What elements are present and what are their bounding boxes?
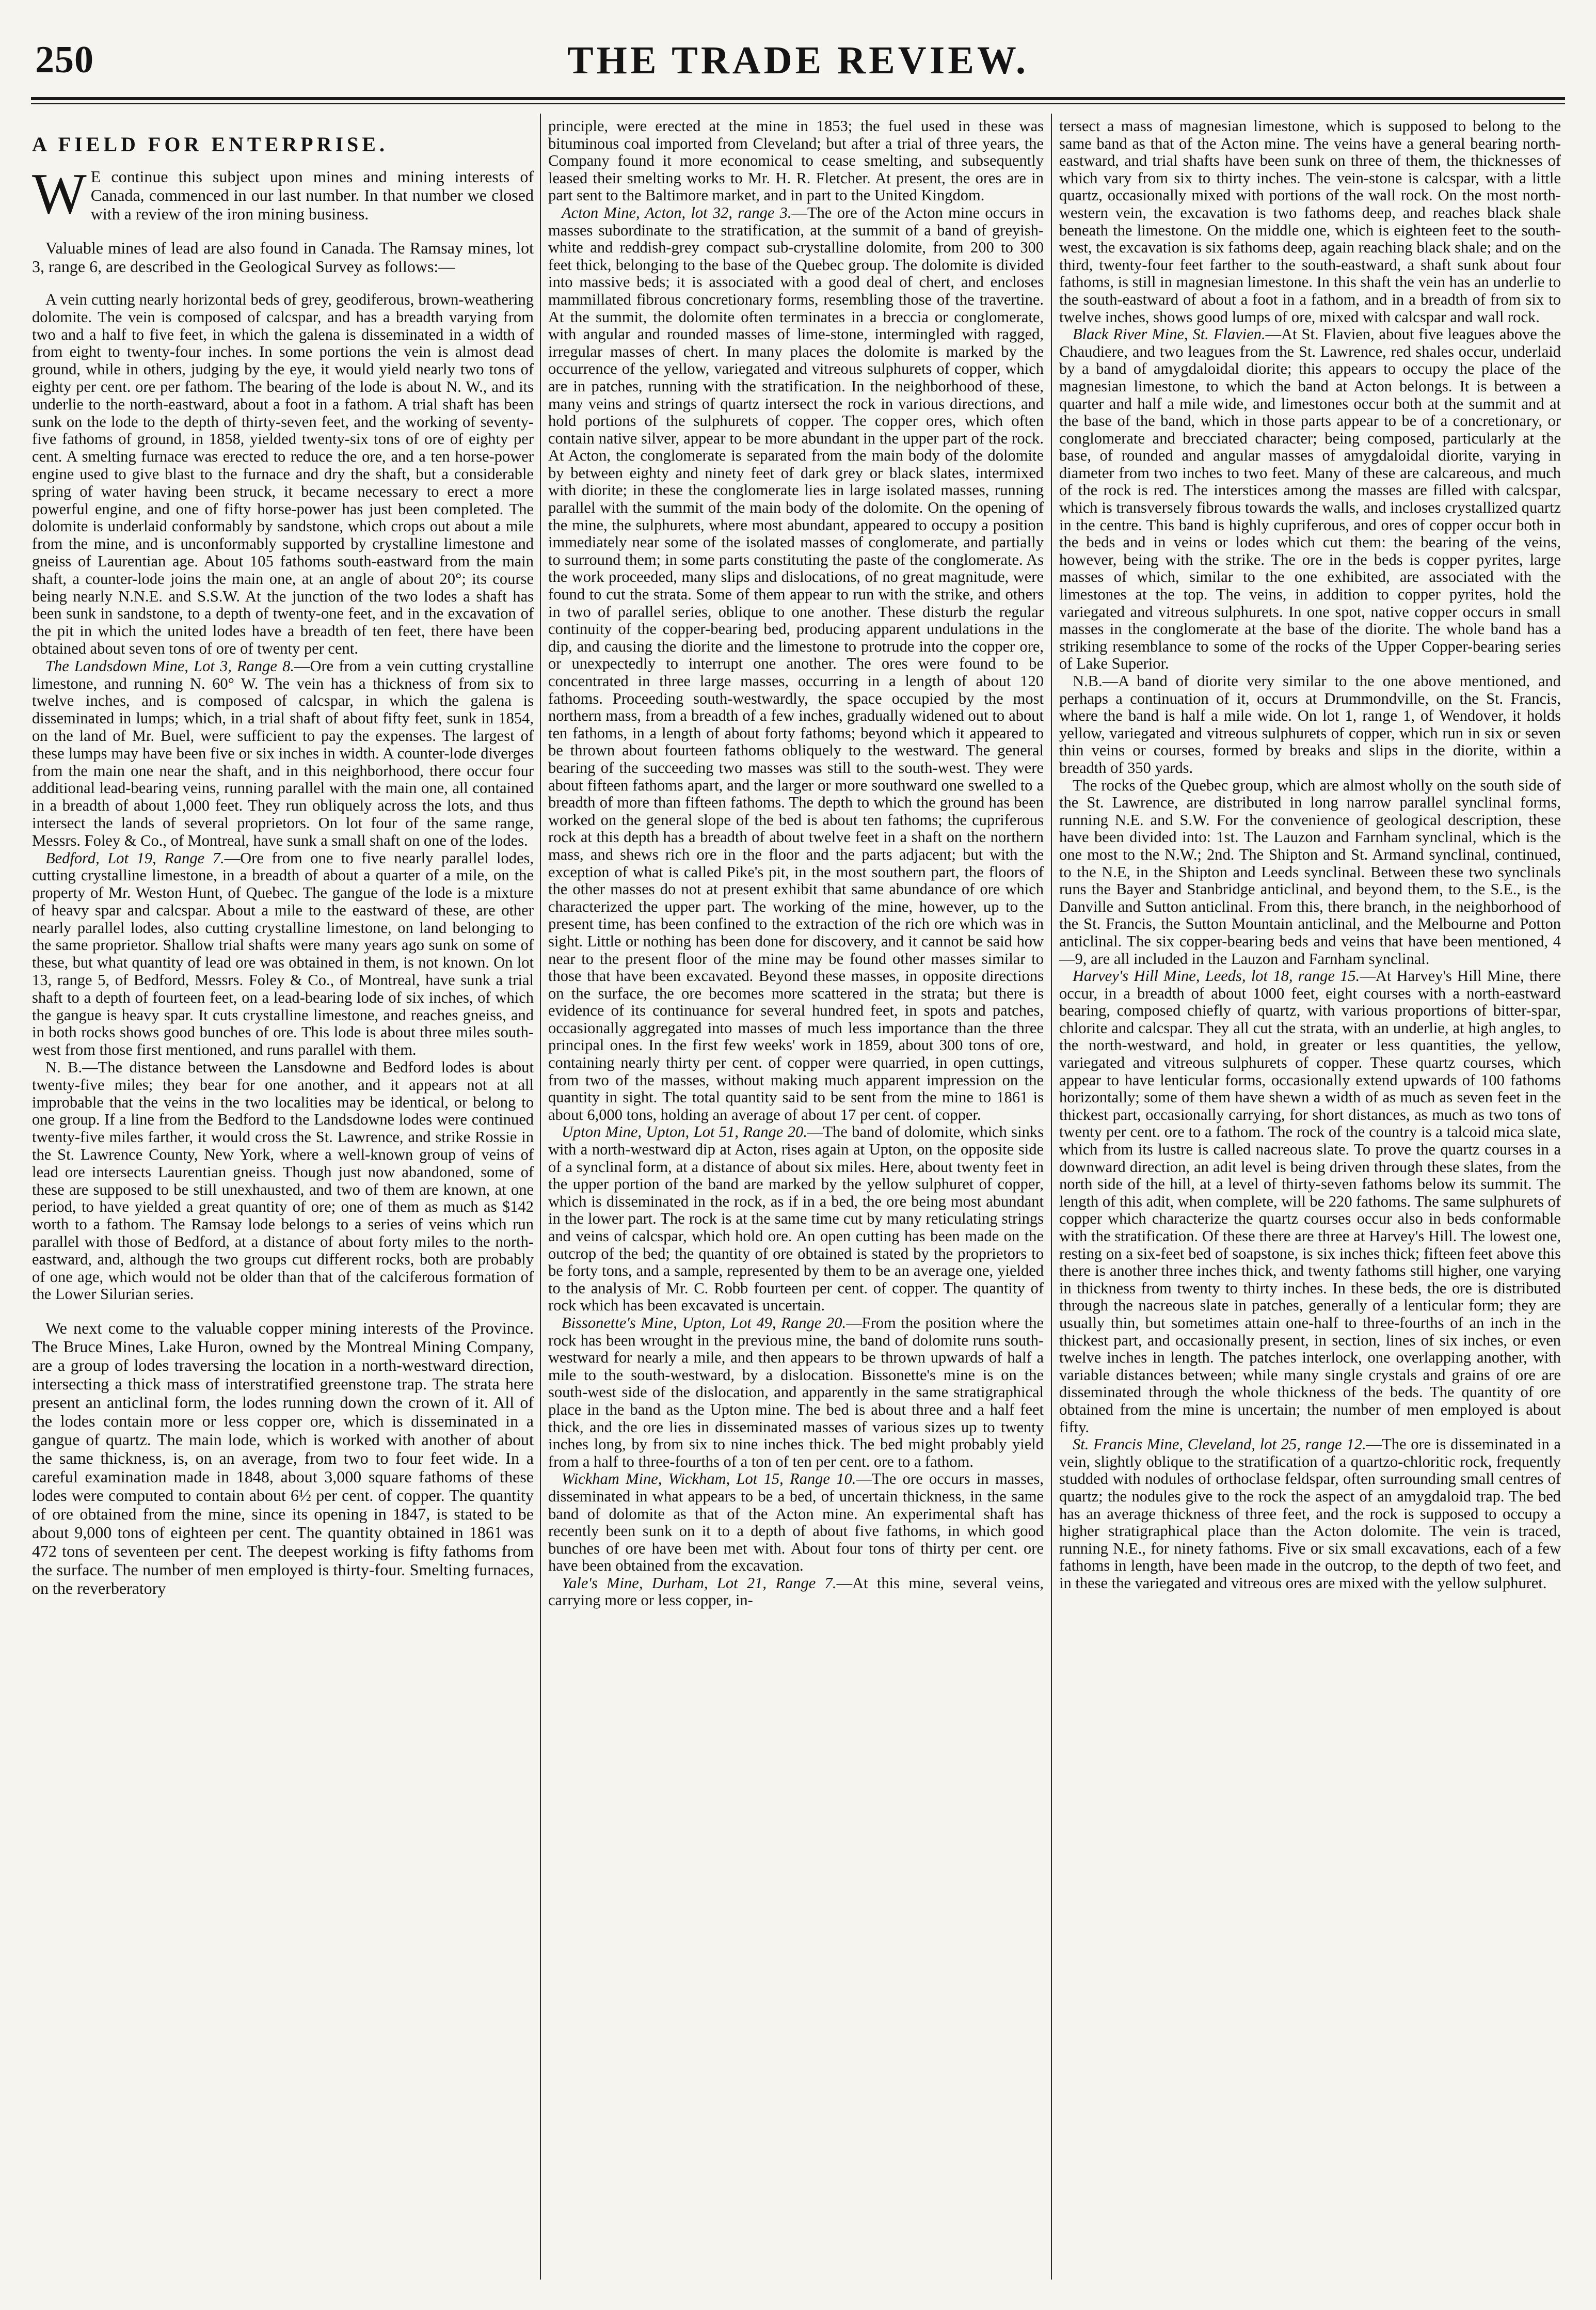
column-divider [540, 114, 541, 2280]
running-head: THE TRADE REVIEW. [567, 39, 1029, 82]
mine-heading: Yale's Mine, Durham, Lot 21, Range 7. [562, 1574, 837, 1592]
article-paragraph: W E continue this subject upon mines and mining interests of Canada, commenced in our last number. In that number we closed with a review of the iron mining business. [32, 162, 534, 226]
quoted-paragraph: Bedford, Lot 19, Range 7.—Ore from one to five nearly parallel lodes, cutting crystalline limestone, in a breadth of about a quarter of a mile, on the property of Mr. Weston Hunt, of Quebec. The gangue of the lode is a mixture of heavy spar and calcspar. About a mile to the eastward of these, are other nearly parallel lodes, also cutting crystalline limestone, on land belonging to the same proprietor. Shallow trial shafts were many years ago sunk on some of these, but what quantity of lead ore was obtained in them, is not known. On lot 13, range 5, of Bedford, Messrs. Foley & Co., of Montreal, have sunk a trial shaft to a depth of fourteen feet, on a lead-bearing lode of six inches, of which the gangue is heavy spar. It cuts crystalline limestone, and reaches gneiss, and in both rocks shows good bunches of ore. This lode is about three miles south-west from those first mentioned, and runs parallel with them. [32, 849, 534, 1059]
column-divider [1051, 114, 1052, 2280]
column-1 [32, 118, 534, 2276]
mine-heading: Bissonette's Mine, Upton, Lot 49, Range 20. [562, 1314, 847, 1332]
article-title: A FIELD FOR ENTERPRISE. [32, 133, 388, 156]
mine-heading: Harvey's Hill Mine, Leeds, lot 18, range 15. [1073, 967, 1360, 985]
mine-heading: Wickham Mine, Wickham, Lot 15, Range 10. [562, 1470, 856, 1488]
page-header [31, 34, 1565, 91]
column-2 [548, 118, 1044, 2276]
drop-cap: W [32, 162, 87, 226]
quoted-paragraph: The rocks of the Quebec group, which are almost wholly on the south side of the St. Lawrence, are distributed in long narrow parallel synclinal forms, running N.E. and S.W. For the convenience of geological description, these have been divided into: 1st. The Lauzon and Farnham synclinal, which is the one most to the N.W.; 2nd. The Shipton and St. Armand synclinal, continued, to the N.E, in the Shipton and Leeds synclinal. Between these two synclinals runs the Bayer and Stanbridge anticlinal, and beyond them, to the S.E., is the Danville and Sutton anticlinal. From this, there branch, in the neighborhood of the St. Francis, the Sutton Mountain anticlinal, and the Melbourne and Potton anticlinal. The six copper-bearing beds and veins that have been mentioned, 4—9, are all included in the Lauzon and Farnham synclinal. [1059, 776, 1561, 968]
quoted-paragraph: principle, were erected at the mine in 1853; the fuel used in these was bituminous coal imported from Cleveland; but after a trial of three years, the Company found it more economical to cease smelting, and subsequently leased their smelting works to Mr. H. R. Fletcher. At present, the ores are in part sent to the Baltimore market, and in part to the United Kingdom. [548, 118, 1044, 204]
quoted-paragraph: A vein cutting nearly horizontal beds of grey, geodiferous, brown-weathering dolomite. The vein is composed of calcspar, and has a breadth varying from two and a half to five feet, in which the galena is disseminated in a width of from eight to twenty-four inches. In some portions the vein is almost dead ground, while in others, judging by the eye, it would yield nearly two tons of eighty per cent. ore per fathom. The bearing of the lode is about N. W., and its underlie to the north-eastward, about a foot in a fathom. A trial shaft has been sunk on the lode to the depth of thirty-seven feet, and the working of seventy-five fathoms of ground, in 1858, yielded twenty-six tons of ore of eighty per cent. A smelting furnace was erected to reduce the ore, and a ten horse-power engine used to give blast to the furnace and dry the shaft, but a considerable spring of water having been struck, it became necessary to erect a more powerful engine, and one of fifty horse-power has just been completed. The dolomite is underlaid conformably by sandstone, which crops out about a mile from the mine, and is unconformably supported by crystalline limestone and gneiss of Laurentian age. About 105 fathoms south-eastward from the main shaft, a counter-lode joins the main one, at an angle of about 20°; its course being nearly N.N.E. and S.S.W. At the junction of the two lodes a shaft has been sunk in sandstone, to a depth of twenty-one feet, and in the excavation of the pit in which the united lodes have a breadth of ten feet, there have been obtained about seven tons of ore of twenty per cent. [32, 291, 534, 657]
mine-heading: St. Francis Mine, Cleveland, lot 25, range 12. [1073, 1435, 1366, 1453]
quoted-paragraph: Wickham Mine, Wickham, Lot 15, Range 10.—The ore occurs in masses, disseminated in what appears to be a bed, of uncertain thickness, in the same band of dolomite as that of the Acton mine. An experimental shaft has recently been sunk on it to a depth of about five fathoms, in which good bunches of ore have been met with. About four tons of thirty per cent. ore have been obtained from the excavation. [548, 1470, 1044, 1575]
column-3 [1059, 118, 1561, 2276]
page-number: 250 [35, 39, 94, 81]
header-rule [31, 97, 1565, 100]
quoted-paragraph: Upton Mine, Upton, Lot 51, Range 20.—The band of dolomite, which sinks with a north-westward dip at Acton, rises again at Upton, on the opposite side of a synclinal form, at a distance of about six miles. Here, about twenty feet in the upper portion of the band are marked by the yellow sulphuret of copper, which is disseminated in the rock, as if in a bed, the ore being most abundant in the lower part. The rock is at the same time cut by many reticulating strings and veins of calcspar, which hold ore. An open cutting has been made on the outcrop of the bed; the quantity of ore obtained is stated by the proprietors to be forty tons, and a sample, represented by them to be an average one, yielded to the analysis of Mr. C. Robb fourteen per cent. of copper. The quantity of rock which has been excavated is uncertain. [548, 1123, 1044, 1315]
mine-heading: Bedford, Lot 19, Range 7. [45, 849, 225, 867]
quoted-paragraph: Bissonette's Mine, Upton, Lot 49, Range 20.—From the position where the rock has been wrought in the previous mine, the band of dolomite runs south-westward for nearly a mile, and then appears to be thrown upwards of half a mile to the south-westward, by a dislocation. Bissonette's mine is on the south-west side of the dislocation, and apparently in the same stratigraphical place in the band as the Upton mine. The bed is about three and a half feet thick, and the ore lies in disseminated masses of various sizes up to twenty inches long, by from six to nine inches thick. The bed might probably yield from a half to three-fourths of a ton of ten per cent. ore to a fathom. [548, 1314, 1044, 1470]
quoted-paragraph: Acton Mine, Acton, lot 32, range 3.—The ore of the Acton mine occurs in masses subordinate to the stratification, at the summit of a band of greyish-white and reddish-grey compact sub-crystalline dolomite, from 200 to 300 feet thick, belonging to the base of the Quebec group. The dolomite is divided into massive beds; it is associated with a good deal of chert, and encloses mammillated fibrous concretionary forms, resembling those of the travertine. At the summit, the dolomite often terminates in a breccia or conglomerate, with angular and rounded masses of lime-stone, intermingled with ragged, irregular masses of chert. In many places the dolomite is marked by the occurrence of the yellow, variegated and vitreous sulphurets of copper, which are in patches, running with the stratification. In the neighborhood of these, many veins and strings of quartz intersect the rock in various directions, and hold portions of the sulphurets of copper. The copper ores, which often contain native silver, appear to be more abundant in the upper part of the rock. At Acton, the conglomerate is separated from the main body of the dolomite by between eighty and ninety feet of dark grey or black slates, intermixed with diorite; in these the conglomerate lies in large isolated masses, running parallel with the summit of the main body of the dolomite. On the opening of the mine, the sulphurets, where most abundant, appeared to occupy a position immediately near some of the isolated masses of conglomerate, and partially to surround them; in some parts constituting the paste of the conglomerate. As the work proceeded, many slips and dislocations, of no great magnitude, were found to cut the strata. Some of them appear to run with the strike, and others in two of parallel series, oblique to one another. These disturb the regular continuity of the copper-bearing bed, producing apparent undulations in the dip, and causing the diorite and the limestone to protrude into the copper ore, or unexpectedly to interrupt one another. The ores were found to be concentrated in three large masses, occurring in a length of about 120 fathoms. Proceeding south-westwardly, the space occupied by the most northern mass, from a breadth of a few inches, gradually widened out to about ten fathoms, in a length of about forty fathoms; beyond which it appeared to be thrown about fourteen fathoms obliquely to the westward. The general bearing of the succeeding two masses was still to the south-west. They were about fifteen fathoms apart, and the larger or more southward one swelled to a breadth of more than fifteen fathoms. The depth to which the ground has been worked on the general slope of the bed is about ten fathoms; the cupriferous rock at this depth has a breadth of about twelve feet in a shaft on the northern mass, and shews rich ore in the floor and the parts adjacent; but with the exception of what is called Pike's pit, in the most southern part, the floors of the other masses do not at present exhibit that same abundance of ore which characterized the upper part. The working of the mine, however, up to the present time, has been confined to the extraction of the rich ore which was in sight. Little or nothing has been done for discovery, and it cannot be said how near to the present floor of the mine may be found other masses similar to those that have been excavated. Beyond these masses, in opposite directions on the surface, the ore becomes more scattered in the strata; but there is evidence of its continuance for several hundred feet, in spots and patches, occasionally aggregated into masses of much less importance than the three principal ones. In the first few weeks' work in 1859, about 300 tons of ore, containing nearly thirty per cent. of copper were quarried, in open cuttings, from two of the masses, without making much apparent impression on the quantity in sight. The total quantity said to be sent from the mine to 1861 is about 6,000 tons, holding an average of about 17 per cent. of copper. [548, 203, 1044, 1124]
quoted-paragraph: St. Francis Mine, Cleveland, lot 25, range 12.—The ore is disseminated in a vein, slightly oblique to the stratification of a quartzo-chloritic rock, frequently studded with nodules of orthoclase feldspar, often surrounding small centres of quartz; the nodules give to the rock the aspect of an amygdaloid trap. The bed has an average thickness of three feet, and the rock is supposed to occupy a higher stratigraphical place than the Acton dolomite. The vein is traced, running N.E., for ninety fathoms. Five or six small excavations, each of a few fathoms in length, have been made in the outcrop, to the depth of two feet, and in these the variegated and vitreous ores are mixed with the yellow sulphuret. [1059, 1435, 1561, 1592]
quoted-paragraph: tersect a mass of magnesian limestone, which is supposed to belong to the same band as that of the Acton mine. The veins have a general bearing north-eastward, and trial shafts have been sunk on three of them, the thicknesses of which vary from six to thirty inches. The vein-stone is calcspar, with a little quartz, occasionally mixed with portions of the wall rock. On the most north-western vein, the excavation is two fathoms deep, and reaches black shale beneath the limestone. On the middle one, which is eighteen feet to the south-west, the excavation is six fathoms deep, again reaching black shale; and on the third, twenty-four feet farther to the south-eastward, a shaft sunk about four fathoms, is still in magnesian limestone. In this shaft the vein has an underlie to the south-eastward of about a foot in a fathom, and in a breadth of from six to twelve inches, shows good lumps of ore, mixed with calcspar and wall rock. [1059, 118, 1561, 326]
mine-heading: The Landsdown Mine, Lot 3, Range 8. [45, 657, 294, 675]
header-rule-thin [31, 103, 1565, 104]
quoted-paragraph: N. B.—The distance between the Lansdowne and Bedford lodes is about twenty-five miles; they bear for one another, and it appears not at all improbable that the veins in the two localities may be identical, or belong to one group. If a line from the Bedford to the Landsdowne lodes were continued twenty-five miles farther, it would cross the St. Lawrence, and strike Rossie in the St. Lawrence County, New York, where a well-known group of veins of lead ore intersects Laurentian gneiss. Though just now abandoned, some of these are supposed to be still unexhausted, and two of them are known, at one period, to have yielded a great quantity of ore; one of them as much as $142 worth to a fathom. The Ramsay lode belongs to a series of veins which run parallel with those of Bedford, at a distance of about forty miles to the north-eastward, and, although the two groups cut different rocks, both are probably of one age, which would not be older than that of the calciferous formation of the Lower Silurian series. [32, 1058, 534, 1303]
quoted-paragraph: N.B.—A band of diorite very similar to the one above mentioned, and perhaps a continuation of it, occurs at Drummondville, on the St. Francis, where the band is half a mile wide. On lot 1, range 1, of Wendover, it holds yellow, variegated and vitreous sulphurets of copper, which run in six or seven thin veins or courses, formed by breaks and slips in the diorite, within a breadth of 350 yards. [1059, 672, 1561, 777]
quoted-paragraph: Yale's Mine, Durham, Lot 21, Range 7.—At this mine, several veins, carrying more or less copper, in- [548, 1574, 1044, 1609]
mine-heading: Upton Mine, Upton, Lot 51, Range 20. [562, 1123, 807, 1141]
quoted-paragraph: Harvey's Hill Mine, Leeds, lot 18, range 15.—At Harvey's Hill Mine, there occur, in a breadth of about 1000 feet, eight courses with a north-eastward bearing, composed chiefly of quartz, with various proportions of bitter-spar, chlorite and calcspar. They all cut the strata, with an underlie, at high angles, to the north-westward, and hold, in greater or less quantities, the yellow, variegated and vitreous sulphurets of copper. These quartz courses, which appear to have lenticular forms, occasionally extend upwards of 100 fathoms horizontally; some of them have shewn a width of as much as seven feet in the thickest part, occasionally carrying, for short distances, as much as two tons of twenty per cent. ore to a fathom. The rock of the country is a talcoid mica slate, which from its lustre is called nacreous slate. To prove the quartz courses in a downward direction, an adit level is being driven through these slates, from the north side of the hill, at a level of thirty-seven fathoms below its summit. The length of this adit, when complete, will be 220 fathoms. The same sulphurets of copper which characterize the quartz courses occur also in beds conformable with the stratification. Of these there are three at Harvey's Hill. The lowest one, resting on a six-feet bed of soapstone, is six inches thick; fifteen feet above this there is another three inches thick, and twenty fathoms still higher, one varying in thickness from twenty to thirty inches. In these beds, the ore is distributed through the nacreous slate in patches, generally of a lenticular form; they are usually thin, but sometimes attain one-half to three-fourths of an inch in the thickest part, and occasionally present, in section, lines of six inches, or even twelve inches in length. The patches interlock, one overlapping another, with variable distances between; while many single crystals and grains of ore are disseminated through the whole thickness of the beds. The quantity of ore obtained from the mine is uncertain; the number of men employed is about fifty. [1059, 967, 1561, 1436]
mine-heading: Acton Mine, Acton, lot 32, range 3. [562, 203, 792, 221]
mine-heading: Black River Mine, St. Flavien. [1073, 325, 1266, 343]
quoted-paragraph: The Landsdown Mine, Lot 3, Range 8.—Ore from a vein cutting crystalline limestone, and running N. 60° W. The vein has a thickness of from six to twelve inches, and is composed of calcspar, in which the galena is disseminated in lumps; which, in a trial shaft of about fifty feet, sunk in 1854, on the land of Mr. Buel, were sufficient to pay the expenses. The largest of these lumps may have been five or six inches in width. A counter-lode diverges from the main one near the shaft, and in this neighborhood, there occur four additional lead-bearing veins, running parallel with the main one, all contained in a breadth of about 1,000 feet. They run obliquely across the lots, and thus intersect the lands of several proprietors. On lot four of the same range, Messrs. Foley & Co., of Montreal, have sunk a small shaft on one of the lodes. [32, 657, 534, 849]
article-paragraph: Valuable mines of lead are also found in Canada. The Ramsay mines, lot 3, range 6, are described in the Geological Survey as follows:— [32, 239, 534, 276]
quoted-paragraph: Black River Mine, St. Flavien.—At St. Flavien, about five leagues above the Chaudiere, and two leagues from the St. Lawrence, red shales occur, underlaid by a band of amygdaloidal diorite; this appears to occupy the place of the magnesian limestone, to which the band at Acton belongs. It is between a quarter and half a mile wide, and limestones occur both at the summit and at the base of the band, which in those parts appear to be of a concretionary, or conglomerate and brecciated character; being composed, particularly at the base, of rounded and angular masses of amygdaloidal diorite, varying in diameter from two inches to two feet. Many of these are calcareous, and much of the rock is red. The interstices among the masses are filled with calcspar, which is transversely fibrous towards the walls, and incloses crystallized quartz in the centre. This band is highly cupriferous, and ores of copper occur both in the beds and in veins or lodes which cut them: the bearing of the veins, however, being with the strike. The ore in the beds is copper pyrites, large masses of which, similar to the one exhibited, are associated with the limestones at the top. The veins, in addition to copper pyrites, hold the variegated and vitreous sulphurets. In one spot, native copper occurs in small masses in the conglomerate at the base of the diorite. The whole band has a striking resemblance to some of the rocks of the Upper Copper-bearing series of Lake Superior. [1059, 325, 1561, 673]
article-paragraph: We next come to the valuable copper mining interests of the Province. The Bruce Mines, Lake Huron, owned by the Montreal Mining Company, are a group of lodes traversing the location in a north-westward direction, intersecting a thick mass of interstratified greenstone trap. The strata here present an anticlinal form, the lodes running down the crown of it. All of the lodes contain more or less copper ore, which is disseminated in a gangue of quartz. The main lode, which is worked with another of about the same thickness, is, on an average, from two to four feet wide. In a careful examination made in 1848, about 3,000 square fathoms of these lodes were computed to contain about 6½ per cent. of copper. The quantity of ore obtained from the mine, since its opening in 1847, is stated to be about 9,000 tons of eighteen per cent. The quantity obtained in 1861 was 472 tons of seventeen per cent. The deepest working is fifty fathoms from the surface. The number of men employed is thirty-four. Smelting furnaces, on the reverberatory [32, 1319, 534, 1598]
